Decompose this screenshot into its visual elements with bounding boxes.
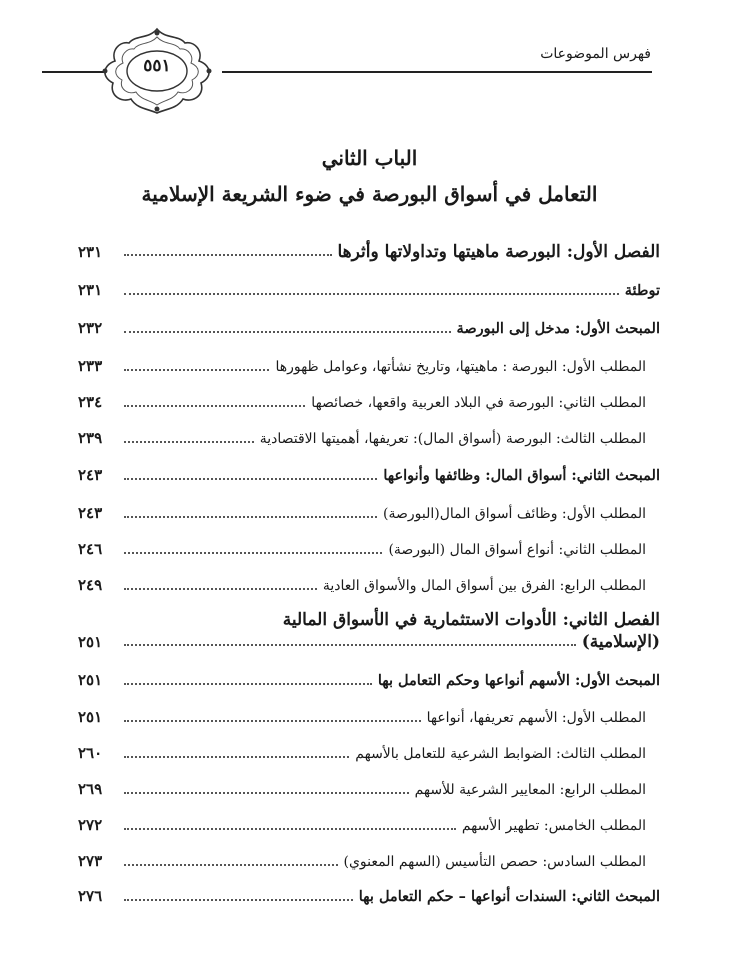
toc-label: المطلب الأول: البورصة : ماهيتها، وتاريخ نشأتها، وعوامل ظهورها xyxy=(275,359,646,375)
toc-page: ٢٧٦ xyxy=(78,887,103,905)
toc-label: المبحث الثاني: السندات أنواعها – حكم التعامل بها xyxy=(358,888,660,905)
toc-label: المطلب الأول: الأسهم تعريفها، أنواعها xyxy=(426,710,646,726)
toc-subsection-row xyxy=(78,575,660,596)
leader-dots xyxy=(124,638,576,646)
toc-label: توطئة xyxy=(624,282,660,299)
toc-label: المبحث الأول: الأسهم أنواعها وحكم التعامل بها xyxy=(377,672,660,689)
toc-page: ٢٥١ xyxy=(78,633,103,651)
leader-dots xyxy=(124,325,451,333)
leader-dots xyxy=(124,893,353,901)
toc-subsection-row xyxy=(78,539,660,560)
toc-page: ٢٣٤ xyxy=(78,393,103,411)
toc-subsection-row xyxy=(78,707,660,728)
toc-label: المطلب الأول: وظائف أسواق المال(البورصة) xyxy=(383,506,646,522)
toc-label: المبحث الثاني: أسواق المال: وظائفها وأنواعها xyxy=(383,467,660,484)
toc-label: المطلب الثالث: الضوابط الشرعية للتعامل بالأسهم xyxy=(355,746,646,762)
toc-section-row xyxy=(78,886,660,907)
toc-section-row xyxy=(78,670,660,691)
toc-page: ٢٦٩ xyxy=(78,780,103,798)
toc-page: ٢٦٠ xyxy=(78,744,103,762)
toc-subsection-row xyxy=(78,743,660,764)
toc-page: ٢٣٩ xyxy=(78,429,103,447)
leader-dots xyxy=(124,435,254,443)
toc-page: ٢٧٢ xyxy=(78,816,103,834)
leader-dots xyxy=(124,582,317,590)
leader-dots xyxy=(124,677,372,685)
leader-dots xyxy=(124,750,349,758)
toc-label: المطلب الخامس: تطهير الأسهم xyxy=(461,818,646,834)
toc-section-row xyxy=(78,280,660,301)
part-titles xyxy=(0,144,739,208)
toc-page: ٢٤٣ xyxy=(78,504,103,522)
toc-label: المطلب الرابع: الفرق بين أسواق المال والأسواق العادية xyxy=(322,578,646,594)
toc-page: ٢٣٢ xyxy=(78,319,103,337)
toc-label: المطلب الثاني: أنواع أسواق المال (البورصة) xyxy=(388,542,646,558)
leader-dots xyxy=(124,858,338,866)
toc-page: ٢٤٩ xyxy=(78,576,103,594)
toc-page: ٢٥١ xyxy=(78,708,103,726)
leader-dots xyxy=(124,472,377,480)
leader-dots xyxy=(124,399,305,407)
toc-subsection-row xyxy=(78,356,660,377)
header-rule-right xyxy=(222,71,652,73)
leader-dots xyxy=(124,510,377,518)
toc-page: ٢٧٣ xyxy=(78,852,103,870)
toc-subsection-row xyxy=(78,428,660,449)
toc-subsection-row xyxy=(78,503,660,524)
part-title: الباب الثاني xyxy=(321,146,418,170)
toc-section-row xyxy=(78,318,660,339)
toc-page: ٢٤٦ xyxy=(78,540,103,558)
toc-page: ٢٤٣ xyxy=(78,466,103,484)
part-subtitle: التعامل في أسواق البورصة في ضوء الشريعة الإسلامية xyxy=(141,182,598,206)
leader-dots xyxy=(124,363,269,371)
toc-subsection-row xyxy=(78,851,660,872)
leader-dots xyxy=(124,822,456,830)
page-number: ٥٥١ xyxy=(143,56,171,76)
leader-dots xyxy=(124,248,332,256)
toc-label: المطلب الثاني: البورصة في البلاد العربية واقعها، خصائصها xyxy=(311,395,646,411)
toc-subsection-row xyxy=(78,815,660,836)
running-head: فهرس الموضوعات xyxy=(540,46,651,62)
toc-chapter-heading: الفصل الثاني: الأدوات الاستثمارية في الأسواق المالية xyxy=(282,610,660,630)
table-of-contents xyxy=(78,242,660,907)
toc-page: ٢٥١ xyxy=(78,671,103,689)
toc-label: المطلب السادس: حصص التأسيس (السهم المعنوي) xyxy=(343,854,646,870)
leader-dots xyxy=(124,714,421,722)
toc-page: ٢٣١ xyxy=(78,243,103,261)
leader-dots xyxy=(124,546,382,554)
toc-page: ٢٣١ xyxy=(78,281,103,299)
toc-section-row xyxy=(78,465,660,486)
page-header xyxy=(0,0,739,110)
toc-page: ٢٣٣ xyxy=(78,357,103,375)
toc-subsection-row xyxy=(78,392,660,413)
leader-dots xyxy=(124,786,409,794)
leader-dots xyxy=(124,287,619,295)
toc-label: المطلب الثالث: البورصة (أسواق المال): تعريفها، أهميتها الاقتصادية xyxy=(259,431,646,447)
toc-chapter-row xyxy=(78,242,660,262)
toc-label: المطلب الرابع: المعايير الشرعية للأسهم xyxy=(414,782,646,798)
toc-label: المبحث الأول: مدخل إلى البورصة xyxy=(456,320,660,337)
toc-label: (الإسلامية) xyxy=(581,632,660,652)
toc-chapter-row xyxy=(78,632,660,652)
toc-label: الفصل الأول: البورصة ماهيتها وتداولاتها وأثرها xyxy=(337,242,660,262)
toc-subsection-row xyxy=(78,779,660,800)
